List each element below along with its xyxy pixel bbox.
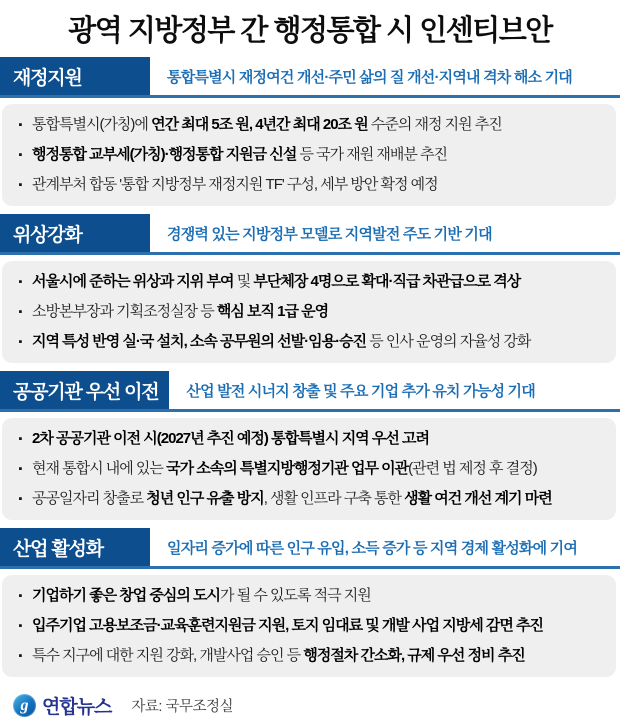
section: [0, 57, 620, 206]
bullet-marker-icon: ▪: [18, 433, 22, 445]
bullet-segment: 공공일자리 창출로: [32, 490, 147, 507]
bullet-segment: 서울시에 준하는 위상과 지위 부여: [32, 273, 234, 290]
section-header: [0, 214, 620, 255]
bullet-segment: 등 국가 재원 재배분 추진: [296, 146, 448, 163]
bullet-segment: 핵심 보직 1급 운영: [216, 303, 329, 320]
bullet-segment: , 생활 인프라 구축 통한: [263, 490, 405, 507]
bullet-segment: 관계부처 합동 '통합 지방정부 재정지원 TF' 구성, 세부 방안 확정 예정: [32, 176, 438, 193]
bullet-marker-icon: ▪: [18, 149, 22, 161]
footer: [0, 685, 620, 719]
section-expectation: 산업 발전 시너지 창출 및 주요 기업 추가 유치 가능성 기대: [186, 382, 535, 400]
bullet-segment: 2차 공공기관 이전 시(2027년 추진 예정) 통합특별시 지역 우선 고려: [32, 430, 429, 447]
bullet-item: [8, 110, 610, 140]
section-panel: [2, 104, 616, 206]
section-header: [0, 371, 620, 412]
bullet-text: [32, 170, 438, 200]
bullet-segment: 행정통합 교부세(가칭)·행정통합 지원금 신설: [32, 146, 297, 163]
bullet-text: [32, 581, 371, 611]
section-expectation: 경쟁력 있는 지방정부 모델로 지역발전 주도 기반 기대: [167, 225, 492, 243]
bullet-segment: 수준의 재정 지원 추진: [367, 116, 502, 133]
bullet-item: [8, 454, 610, 484]
section-expectation: 통합특별시 재정여건 개선·주민 삶의 질 개선·지역내 격차 해소 기대: [167, 68, 572, 86]
bullet-item: [8, 611, 610, 641]
bullet-item: [8, 267, 610, 297]
section: [0, 214, 620, 363]
bullet-item: [8, 170, 610, 200]
bullet-segment: 등 인사 운영의 자율성 강화: [366, 333, 531, 350]
section-panel: [2, 575, 616, 677]
bullet-segment: 및: [233, 273, 254, 290]
bullet-segment: 행정절차 간소화, 규제 우선 정비 추진: [303, 647, 525, 664]
brand-name: 연합뉴스: [42, 697, 112, 718]
bullet-segment: 소방본부장과 기획조정실장 등: [32, 303, 217, 320]
bullet-segment: 가 될 수 있도록 적극 지원: [220, 587, 371, 604]
bullet-marker-icon: ▪: [18, 493, 22, 505]
source-label: 자료: 국무조정실: [131, 699, 234, 715]
bullet-item: [8, 641, 610, 671]
bullet-item: [8, 581, 610, 611]
section-header: [0, 528, 620, 569]
page-title: 광역 지방정부 간 행정통합 시 인센티브안: [68, 15, 552, 47]
bullet-segment: 특수 지구에 대한 지원 강화, 개발사업 승인 등: [32, 647, 304, 664]
bullet-marker-icon: ▪: [18, 179, 22, 191]
section-panel: [2, 261, 616, 363]
bullet-text: [32, 641, 525, 671]
bullet-segment: 청년 인구 유출 방지: [146, 490, 264, 507]
section: [0, 371, 620, 520]
section-label: 재정지원: [0, 57, 150, 95]
bullet-marker-icon: ▪: [18, 306, 22, 318]
bullet-text: [32, 267, 520, 297]
section-label: 산업 활성화: [0, 528, 150, 566]
bullet-text: [32, 110, 502, 140]
bullet-text: [32, 454, 537, 484]
bullet-marker-icon: ▪: [18, 276, 22, 288]
yonhap-logo-icon: g: [13, 694, 36, 717]
bullet-marker-icon: ▪: [18, 119, 22, 131]
bullet-marker-icon: ▪: [18, 650, 22, 662]
bullet-item: [8, 327, 610, 357]
bullet-segment: 기업하기 좋은 창업 중심의 도시: [32, 587, 221, 604]
bullet-segment: 부단체장 4명으로 확대·직급 차관급으로 격상: [253, 273, 521, 290]
bullet-segment: (관련 법 제정 후 결정): [408, 460, 537, 477]
sections-container: [0, 57, 620, 677]
section-label: 위상강화: [0, 214, 150, 252]
bullet-marker-icon: ▪: [18, 590, 22, 602]
bullet-item: [8, 297, 610, 327]
bullet-segment: 생활 여건 개선 계기 마련: [404, 490, 552, 507]
bullet-segment: 연간 최대 5조 원, 4년간 최대 20조 원: [151, 116, 368, 133]
bullet-marker-icon: ▪: [18, 620, 22, 632]
section-expectation: 일자리 증가에 따른 인구 유입, 소득 증가 등 지역 경제 활성화에 기여: [167, 539, 578, 557]
section-label: 공공기관 우선 이전: [0, 371, 169, 409]
section-header: [0, 57, 620, 98]
bullet-text: [32, 327, 530, 357]
bullet-segment: 통합특별시(가칭)에: [32, 116, 152, 133]
bullet-segment: 입주기업 고용보조금·교육훈련지원금 지원, 토지 임대료 및 개발 사업 지방세 감면 추진: [32, 617, 543, 634]
section: [0, 528, 620, 677]
bullet-text: [32, 484, 552, 514]
section-panel: [2, 418, 616, 520]
bullet-segment: 지역 특성 반영 실·국 설치, 소속 공무원의 선발·임용·승진: [32, 333, 367, 350]
bullet-segment: 현재 통합시 내에 있는: [32, 460, 167, 477]
bullet-item: [8, 484, 610, 514]
bullet-marker-icon: ▪: [18, 336, 22, 348]
bullet-text: [32, 424, 429, 454]
bullet-text: [32, 297, 328, 327]
bullet-item: [8, 424, 610, 454]
bullet-text: [32, 611, 543, 641]
bullet-text: [32, 140, 447, 170]
bullet-item: [8, 140, 610, 170]
bullet-marker-icon: ▪: [18, 463, 22, 475]
bullet-segment: 국가 소속의 특별지방행정기관 업무 이관: [166, 460, 409, 477]
